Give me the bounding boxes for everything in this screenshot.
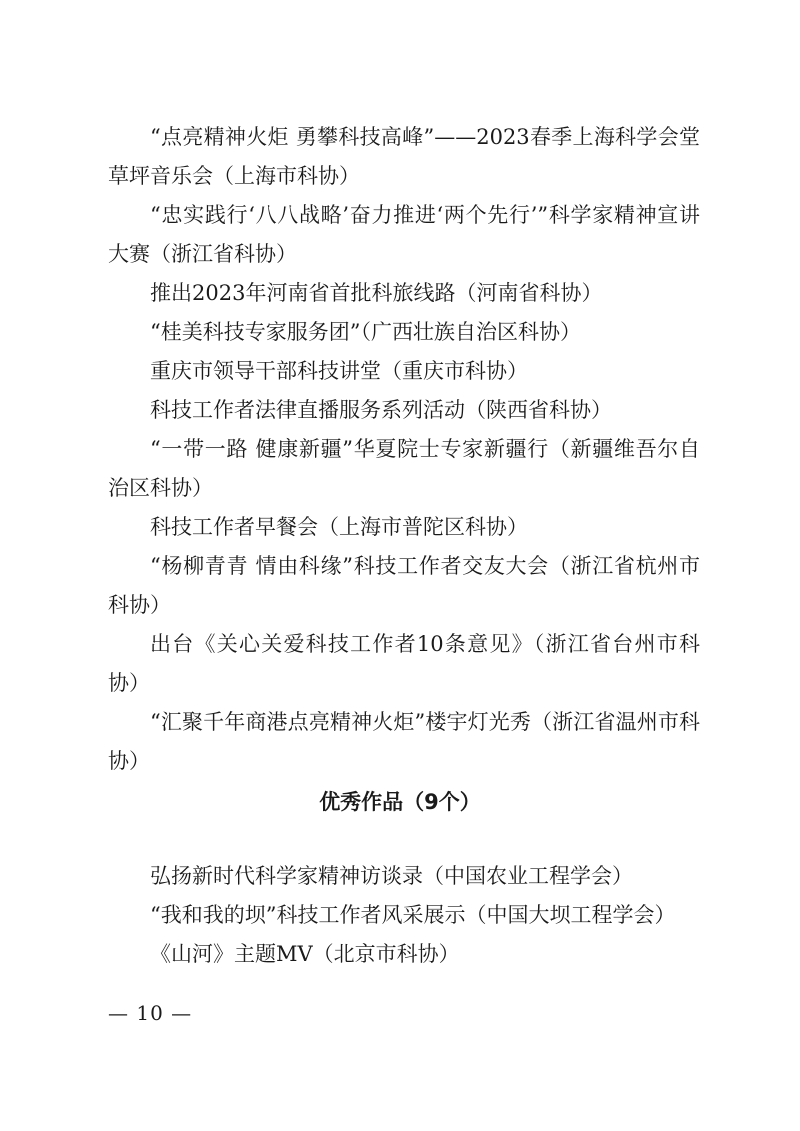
list-item: “一带一路 健康新疆”华夏院士专家新疆行（新疆维吾尔自治区科协） [108,437,700,500]
list-item: “忠实践行‘八八战略’奋力推进‘两个先行’”科学家精神宣讲大赛（浙江省科协） [108,203,700,266]
activity-list [108,118,700,781]
list-item: 科技工作者法律直播服务系列活动（陕西省科协） [150,398,612,422]
list-item: 重庆市领导干部科技讲堂（重庆市科协） [150,359,528,383]
list-item: 出台《关心关爱科技工作者10条意见》（浙江省台州市科协） [108,632,700,695]
list-item: 推出2023年河南省首批科旅线路（河南省科协） [150,281,603,305]
list-item: “桂美科技专家服务团”（广西壮族自治区科协） [150,320,581,344]
list-item: “点亮精神火炬 勇攀科技高峰”——2023春季上海科学会堂草坪音乐会（上海市科协） [108,125,700,188]
list-item: “杨柳青青 情由科缘”科技工作者交友大会（浙江省杭州市科协） [108,554,700,617]
list-item: 《山河》主题MV（北京市科协） [150,942,460,966]
section-heading: 优秀作品（9个） [319,790,481,814]
list-item: “我和我的坝”科技工作者风采展示（中国大坝工程学会） [150,903,676,927]
list-item: 弘扬新时代科学家精神访谈录（中国农业工程学会） [150,864,633,888]
list-item: “汇聚千年商港点亮精神火炬”楼宇灯光秀（浙江省温州市科协） [108,710,700,773]
works-list [108,857,700,974]
list-item: 科技工作者早餐会（上海市普陀区科协） [150,515,528,539]
page-number: — 10 — [108,1001,193,1025]
